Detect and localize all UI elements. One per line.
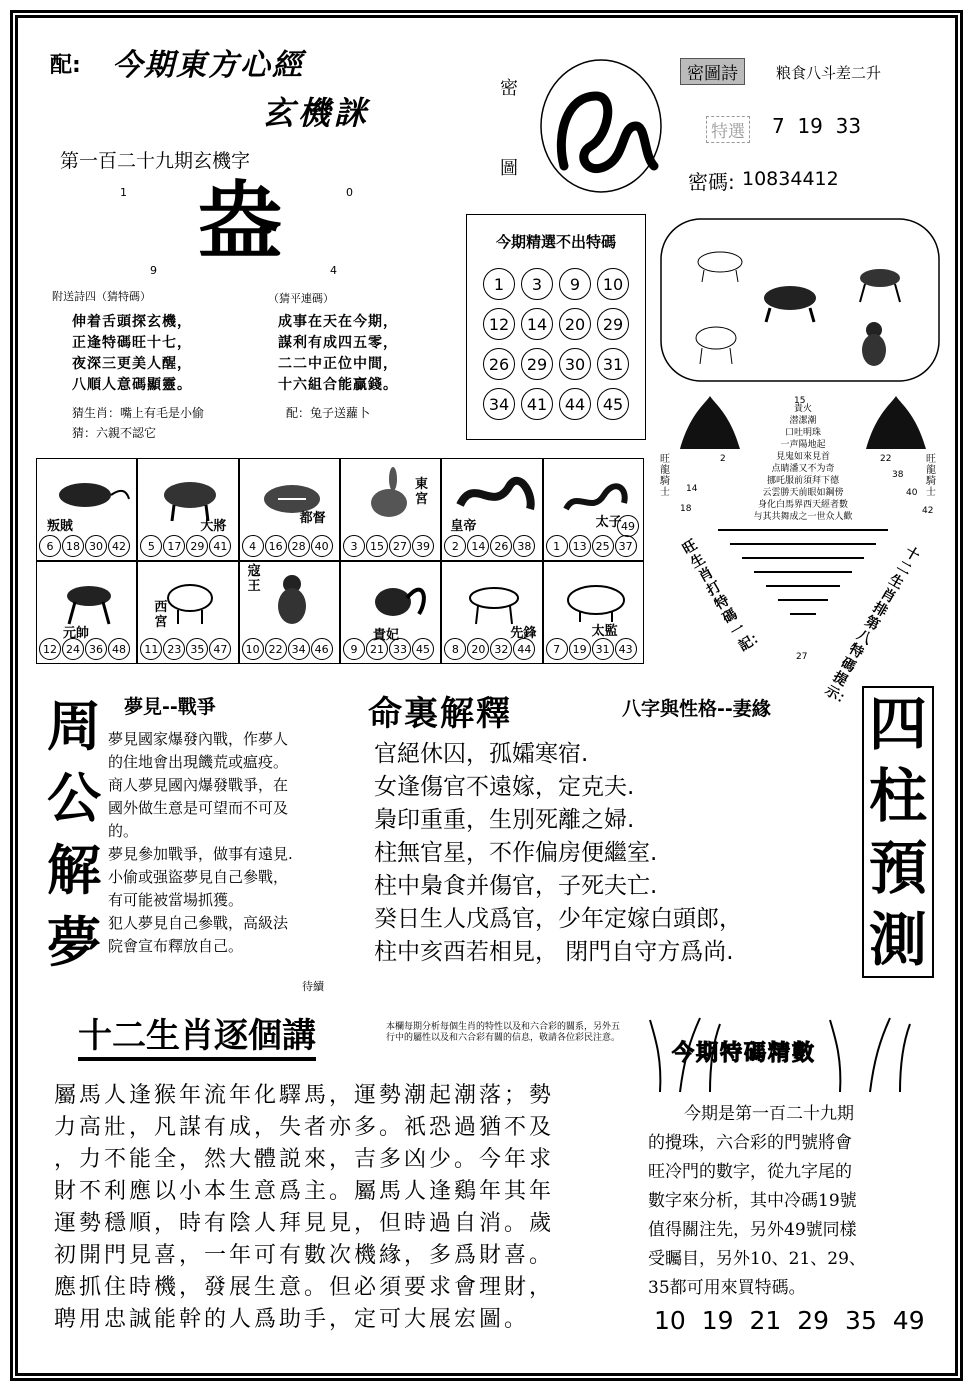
zodiac-number: 30 (85, 535, 107, 557)
dream-line: 夢見國家爆發內戰，作夢人 (108, 730, 289, 748)
zodiac-name: 太子 (595, 515, 622, 530)
zodiac-numbers (444, 638, 535, 660)
zodiac-talk-line: 財不利應以小本生意爲主。屬馬人逢鷄年其年 (54, 1179, 555, 1204)
zodiac-numbers (39, 535, 130, 557)
hot-title: 今期特碼精數 (672, 1041, 817, 1066)
diamond-num: 18 (680, 504, 692, 514)
poem-line: 十六組合能贏錢。 (278, 377, 398, 393)
not-special-number: 30 (559, 348, 591, 380)
diamond-panel (660, 394, 946, 711)
corner-num: 4 (330, 264, 337, 277)
zodiac-number: 44 (513, 638, 535, 660)
zodiac-number: 14 (467, 535, 489, 557)
diamond-row: 挪吒服前須拜下德 (766, 476, 839, 486)
diamond-num: 42 (922, 506, 934, 516)
zodiac-number: 21 (366, 638, 388, 660)
diamond-right-label: 旺龍騎士 (926, 454, 936, 498)
special-label: 特選 (706, 116, 750, 143)
diamond-row: 見鬼如來見首 (775, 452, 830, 462)
dream-line: 犯人夢見自己參戰，高級法 (108, 914, 289, 932)
hot-line: 旺冷門的數字，從九字尾的 (648, 1162, 852, 1182)
zodiac-number: 11 (140, 638, 162, 660)
zodiac-number: 36 (85, 638, 107, 660)
not-special-box (466, 214, 646, 440)
diamond-num: 38 (892, 470, 904, 480)
zodiac-cell (340, 458, 441, 561)
zodiac-number: 22 (265, 638, 287, 660)
hot-line: 35都可用來買特碼。 (648, 1278, 806, 1298)
zodiac-talk-line: 初開門見喜，一年可有數次機緣，多爲財喜。 (54, 1243, 555, 1268)
poem-line: 夜深三更美人醒， (72, 356, 192, 372)
zodiac-number: 8 (444, 638, 466, 660)
ox-sketch-icon (698, 252, 742, 282)
rooster-icon (349, 568, 439, 628)
dream-subtitle: 夢見--戰爭 (124, 696, 216, 718)
zodiac-talk-line: 聘用忠誠能幹的人爲助手，定可大展宏圖。 (54, 1307, 530, 1332)
zodiac-number: 37 (615, 535, 637, 557)
diamond-num: 15 (794, 396, 806, 406)
zodiac-talk-note: 本欄每期分析每個生肖的特性以及和六合彩的關系，另外五行中的屬性以及和六合彩有關的信息，敬請各位彩民注意。 (386, 1022, 621, 1043)
zodiac-number: 13 (569, 535, 591, 557)
zodiac-numbers (242, 535, 333, 557)
hot-text (648, 1100, 920, 1303)
mitu-label-top: 密 (500, 78, 518, 99)
zodiac-name: 東宮 (415, 477, 429, 507)
diamond-row: 云雲勝天前眼如鋼傍 (762, 488, 844, 498)
zodiac-number: 17 (163, 535, 185, 557)
zodiac-talk-line: 力高壯，凡謀有成，失者亦多。祇恐過猶不及 (54, 1115, 555, 1140)
not-special-number: 41 (521, 388, 553, 420)
poem1-title: 附送詩四（猜特碼） (52, 290, 151, 303)
zodiac-name: 寇王 (247, 564, 261, 594)
poem1 (72, 312, 192, 396)
zodiac-numbers (140, 535, 231, 557)
zodiac-cell (137, 561, 238, 664)
zodiac-number: 25 (592, 535, 614, 557)
dream-line: 有可能被當場抓獲。 (108, 891, 244, 909)
diamond-row: 口吐明珠 (784, 428, 821, 438)
zodiac-number: 33 (389, 638, 411, 660)
riddle-char: 盎 (197, 171, 282, 270)
zodiac-talk-line: 運勢穩順，時有陰人拜見見，但時過自消。歲 (54, 1211, 555, 1236)
zodiac-number: 5 (140, 535, 162, 557)
not-special-number: 26 (483, 348, 515, 380)
zodiac-number: 38 (513, 535, 535, 557)
zodiac-name: 大將 (200, 519, 227, 534)
zodiac-talk-text (54, 1080, 554, 1336)
zodiac-number: 1 (546, 535, 568, 557)
dream-continued: 待續 (302, 980, 324, 993)
not-special-title: 今期精選不出特碼 (495, 233, 616, 251)
poem-line: 正逢特碼旺十七， (72, 335, 192, 351)
zodiac-cell (441, 561, 542, 664)
zodiac-cell (36, 458, 137, 561)
zodiac-cell (340, 561, 441, 664)
issue-line: 第一百二十九期玄機字 (60, 150, 251, 172)
zodiac-number: 9 (343, 638, 365, 660)
fate-line: 梟印重重，生別死離之婦. (374, 807, 635, 833)
fate-line: 柱中亥酉若相見， 閉門自守方爲尚. (374, 939, 734, 965)
diamond-row: 一声陽地起 (780, 440, 826, 450)
not-special-number: 1 (483, 268, 515, 300)
code-label: 密碼: (688, 170, 735, 194)
fate-text (374, 738, 742, 969)
fate-side-title: 四柱預測 (862, 686, 934, 978)
dream-line: 的住地會出現饑荒或瘟疫。 (108, 753, 289, 771)
zodiac-number: 10 (242, 638, 264, 660)
zodiac-name: 元帥 (63, 626, 90, 641)
zodiac-cell (239, 561, 340, 664)
poem-line: 二二中正位中間， (278, 356, 398, 372)
not-special-number: 3 (521, 268, 553, 300)
not-special-number: 20 (559, 308, 591, 340)
hot-line: 今期是第一百二十九期 (684, 1104, 854, 1124)
zodiac-number: 19 (569, 638, 591, 660)
not-special-grid (467, 268, 645, 420)
pig-icon (552, 568, 642, 628)
zodiac-cell (441, 458, 542, 561)
poem2-title: （猜平連碼） (268, 292, 334, 305)
diamond-num: 27 (796, 652, 808, 662)
not-special-number: 29 (597, 308, 629, 340)
zodiac-number: 45 (412, 638, 434, 660)
zodiac-number: 41 (209, 535, 231, 557)
zodiac-number: 15 (366, 535, 388, 557)
poem2 (278, 312, 398, 396)
dream-line: 夢見參加戰爭，做事有遠見. (108, 845, 293, 863)
horse-sketch-icon (860, 269, 900, 302)
not-special-number: 31 (597, 348, 629, 380)
poem-line: 謀利有成四五零， (278, 335, 398, 351)
zodiac-talk-line: 應抓住時機，發展生意。但必須要求會理財， (54, 1275, 555, 1300)
guess-pair: 配：兔子送蘿卜 (286, 406, 371, 420)
zodiac-name: 先鋒 (510, 626, 537, 641)
zodiac-numbers (140, 638, 231, 660)
zodiac-cell (543, 561, 644, 664)
poem-line: 八順人意碼顯靈。 (72, 377, 192, 393)
hot-line: 數字來分析，其中冷碼19號 (648, 1191, 857, 1211)
hot-line: 的攪珠，六合彩的門號將會 (648, 1133, 852, 1153)
zodiac-number: 39 (412, 535, 434, 557)
zodiac-numbers (546, 638, 637, 660)
diamond-num: 40 (906, 488, 918, 498)
not-special-number: 44 (559, 388, 591, 420)
special-values: 7 19 33 (772, 114, 862, 138)
diamond-row: 貴火 (793, 404, 812, 414)
diamond-num: 2 (720, 454, 726, 464)
goat-sketch-icon (696, 327, 736, 364)
zodiac-numbers (444, 535, 535, 557)
zodiac-number: 12 (39, 638, 61, 660)
zodiac-numbers (343, 535, 434, 557)
zodiac-talk-line: ，力不能全，然大體説來，吉多凶少。今年求 (54, 1147, 555, 1172)
mitu-brush-stroke (561, 96, 654, 169)
hot-line: 受矚目，另外10、21、29、 (648, 1249, 866, 1269)
not-special-number: 14 (521, 308, 553, 340)
zodiac-number: 27 (389, 535, 411, 557)
fate-line: 柱無官星，不作偏房便繼室. (374, 840, 658, 866)
fate-line: 癸日生人戊爲官，少年定嫁白頭郎， (374, 906, 742, 932)
diamond-row: 身化白馬界西天經者數 (757, 500, 848, 510)
zodiac-number: 46 (311, 638, 333, 660)
zodiac-number: 48 (108, 638, 130, 660)
dream-side-title: 周公解夢 (47, 694, 101, 974)
code-value: 10834412 (742, 168, 839, 190)
not-special-number: 34 (483, 388, 515, 420)
diamond-rows (660, 404, 946, 523)
zodiac-number: 31 (592, 638, 614, 660)
zodiac-number: 29 (186, 535, 208, 557)
diamond-row: 潜潔潮 (789, 416, 817, 426)
zodiac-number: 35 (186, 638, 208, 660)
zodiac-number: 28 (288, 535, 310, 557)
not-special-number: 9 (559, 268, 591, 300)
poem-line: 伸着舌頭探玄機， (72, 314, 192, 330)
zodiac-number: 7 (546, 638, 568, 660)
dream-line: 國外做生意是可望而不可及 (108, 799, 289, 817)
dream-line: 院會宣布釋放自己。 (108, 937, 244, 955)
zodiac-name: 都督 (299, 511, 326, 526)
zodiac-number: 16 (265, 535, 287, 557)
mitu-poem-label: 密圖詩 (680, 58, 745, 85)
zodiac-talk-line: 屬馬人逢猴年流年化驛馬，運勢潮起潮落；勢 (54, 1083, 555, 1108)
fate-line: 柱中梟食并傷官，子死夫亡. (374, 873, 658, 899)
zodiac-number: 3 (343, 535, 365, 557)
zodiac-grid (36, 458, 644, 664)
zodiac-number: 23 (163, 638, 185, 660)
zodiac-numbers (39, 638, 130, 660)
zodiac-name: 叛賊 (47, 519, 74, 534)
hot-line: 值得關注先，另外49號同樣 (648, 1220, 857, 1240)
diamond-caption-right: 十二生肖排第八特碼提示： (822, 544, 923, 711)
zodiac-number: 4 (242, 535, 264, 557)
zodiac-name: 太監 (591, 624, 618, 639)
horse-icon (45, 568, 135, 628)
not-special-number: 45 (597, 388, 629, 420)
diamond-num: 14 (686, 484, 698, 494)
corner-num: 0 (346, 186, 353, 199)
diamond-row: 点睛潘又不为奇 (771, 464, 835, 474)
dog-icon (450, 568, 540, 628)
tiger-sketch-icon (764, 286, 816, 322)
mitu-image (536, 56, 666, 196)
corner-num: 1 (120, 186, 127, 199)
zodiac-number: 43 (615, 638, 637, 660)
zodiac-number: 6 (39, 535, 61, 557)
dream-line: 商人夢見國內爆發戰爭，在 (108, 776, 289, 794)
corner-num: 9 (150, 264, 157, 277)
zodiac-cell (137, 458, 238, 561)
not-special-number: 12 (483, 308, 515, 340)
hot-numbers: 10 19 21 29 35 49 (654, 1306, 925, 1335)
poem-line: 成事在天在今期， (278, 314, 398, 330)
diamond-left-label: 旺龍騎士 (660, 454, 670, 498)
fate-line: 官絕休囚，孤孀寒宿. (374, 741, 589, 767)
zodiac-name: 皇帝 (450, 519, 477, 534)
zodiac-extra-number: 49 (617, 515, 639, 537)
diamond-row: 与其共舞成之一世众人歡 (753, 512, 853, 522)
zodiac-cell (543, 458, 644, 561)
zodiac-number: 20 (467, 638, 489, 660)
zodiac-name: 貴妃 (373, 628, 400, 643)
zodiac-name: 西宮 (154, 600, 168, 630)
not-special-number: 29 (521, 348, 553, 380)
zodiac-number: 40 (311, 535, 333, 557)
animal-sketch-panel (660, 218, 940, 382)
zodiac-number: 34 (288, 638, 310, 660)
dream-line: 小偷或强盜夢見自己參戰， (108, 868, 289, 886)
zodiac-number: 32 (490, 638, 512, 660)
diamond-num: 22 (880, 454, 892, 464)
zodiac-number: 18 (62, 535, 84, 557)
diamond-caption-left: 旺生肖打特碼一記： (680, 537, 769, 655)
dream-text (108, 728, 344, 958)
pei-label: 配: (50, 53, 81, 78)
zodiac-numbers (242, 638, 333, 660)
zodiac-numbers (343, 638, 434, 660)
dream-line: 的。 (108, 822, 139, 840)
zodiac-number: 26 (490, 535, 512, 557)
mitu-poem-text: 粮食八斗差二升 (776, 64, 882, 82)
fate-line: 女逢傷官不遠嫁，定克夫. (374, 774, 635, 800)
fate-subtitle: 八字與性格--妻緣 (622, 698, 771, 720)
zodiac-cell (36, 561, 137, 664)
mitu-label-bottom: 圖 (500, 158, 518, 179)
zodiac-talk-title: 十二生肖逐個講 (78, 1008, 316, 1061)
zodiac-number: 24 (62, 638, 84, 660)
guess-second: 猜：六親不認它 (72, 426, 157, 440)
title-sub: 玄機詸 (262, 94, 371, 132)
zodiac-cell (239, 458, 340, 561)
zodiac-numbers (546, 535, 637, 557)
fate-title: 命裏解釋 (368, 694, 512, 734)
monkey-sketch-icon (862, 322, 886, 366)
title-main: 今期東方心經 (112, 48, 304, 83)
zodiac-number: 47 (209, 638, 231, 660)
guess-zodiac: 猜生肖：嘴上有毛是小偷 (72, 406, 205, 420)
not-special-number: 10 (597, 268, 629, 300)
zodiac-number: 2 (444, 535, 466, 557)
zodiac-number: 42 (108, 535, 130, 557)
